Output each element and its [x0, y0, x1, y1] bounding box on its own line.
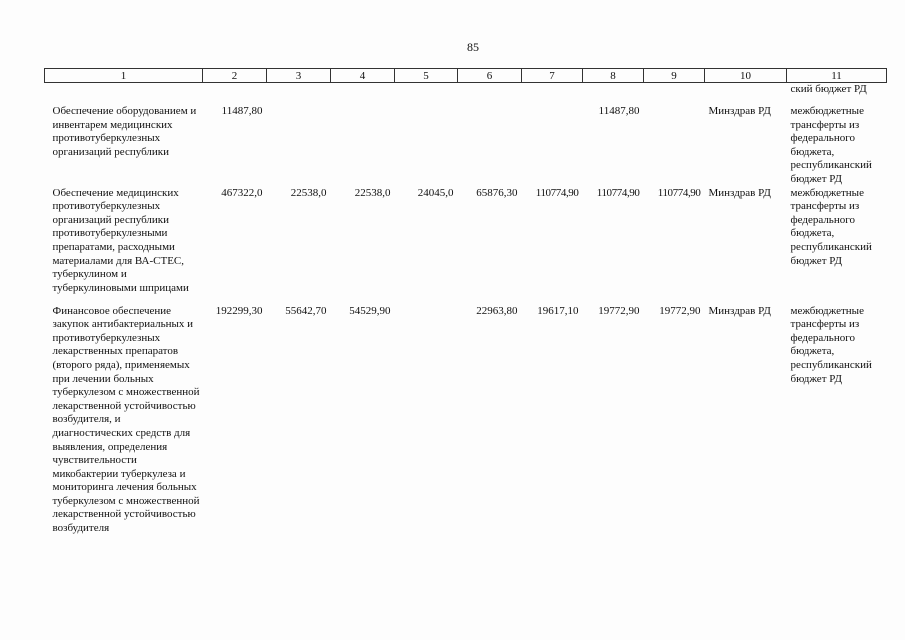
cell-organization: Минздрав РД [708, 186, 771, 199]
column-header: 11 [787, 69, 887, 83]
table-row [45, 105, 887, 187]
cell-value: 110774,90 [535, 186, 579, 199]
cell-value [522, 105, 583, 187]
cell-value: 22538,0 [354, 186, 391, 199]
column-header: 9 [644, 69, 705, 83]
cell-value [458, 105, 522, 187]
cell-value [331, 105, 395, 187]
cell-funding-source: межбюджетные трансферты из федерального бюджета, республиканский бюджет РД [790, 105, 872, 185]
row-description: Обеспечение оборудованием и инвентарем медицинских противотуберкулезных организаций республики [52, 105, 197, 158]
cell-value [395, 305, 458, 545]
cell-organization: Минздрав РД [708, 304, 771, 317]
cell-value: 22538,0 [290, 186, 327, 199]
column-header: 1 [45, 69, 203, 83]
cell-value: 54529,90 [349, 304, 391, 317]
column-header: 10 [705, 69, 787, 83]
cell-value: 19617,10 [537, 304, 579, 317]
cell-value: 19772,90 [659, 304, 701, 317]
table-row [45, 187, 887, 305]
cell-value: 11487,80 [598, 105, 640, 117]
column-header: 7 [522, 69, 583, 83]
cell-funding-source: межбюджетные трансферты из федерального бюджета, республиканский бюджет РД [790, 186, 872, 267]
cell-value: 65876,30 [476, 186, 518, 199]
column-header: 6 [458, 69, 522, 83]
cell-value: 110774,90 [657, 186, 701, 199]
cell-value [644, 105, 705, 187]
continuation-row [45, 83, 887, 106]
cell-value [395, 105, 458, 187]
cell-total: 467322,0 [221, 186, 263, 199]
cell-value: 55642,70 [285, 304, 327, 317]
cell-organization: Минздрав РД [708, 105, 771, 117]
cell-total: 11487,80 [221, 105, 263, 117]
cell-total: 192299,30 [215, 304, 263, 317]
column-header: 4 [331, 69, 395, 83]
cell-value: 19772,90 [598, 304, 640, 317]
table-row [45, 305, 887, 545]
row-description: Обеспечение медицинских противотуберкулезных организаций республики противотуберкулезными препаратами, расходными материалами для ВА-СТЕС, туберкулином и туберкулиновыми шприцами [52, 186, 189, 294]
cell-value [267, 105, 331, 187]
row-description: Финансовое обеспечение закупок антибактериальных и противотуберкулезных лекарственных препаратов (второго ряда), применяемых при лечении больных туберкулезом с множественной лекарственной устойчивостью возбудителя, и диагностических средств для выявления, определения чувствительности микобактерии туберкулеза и мониторинга лечения больных туберкулезом с множественной лекарственной устойчивостью возбудителя [52, 304, 200, 535]
column-number-row [45, 69, 887, 83]
cell-value: 110774,90 [596, 186, 640, 199]
continuation-text: ский бюджет РД [790, 83, 867, 95]
page-number: 85 [467, 40, 479, 54]
column-header: 8 [583, 69, 644, 83]
cell-value: 22963,80 [476, 304, 518, 317]
column-header: 2 [203, 69, 267, 83]
cell-funding-source: межбюджетные трансферты из федерального бюджета, республиканский бюджет РД [790, 304, 872, 385]
column-header: 5 [395, 69, 458, 83]
budget-table [44, 68, 887, 545]
cell-value: 24045,0 [417, 186, 454, 199]
column-header: 3 [267, 69, 331, 83]
